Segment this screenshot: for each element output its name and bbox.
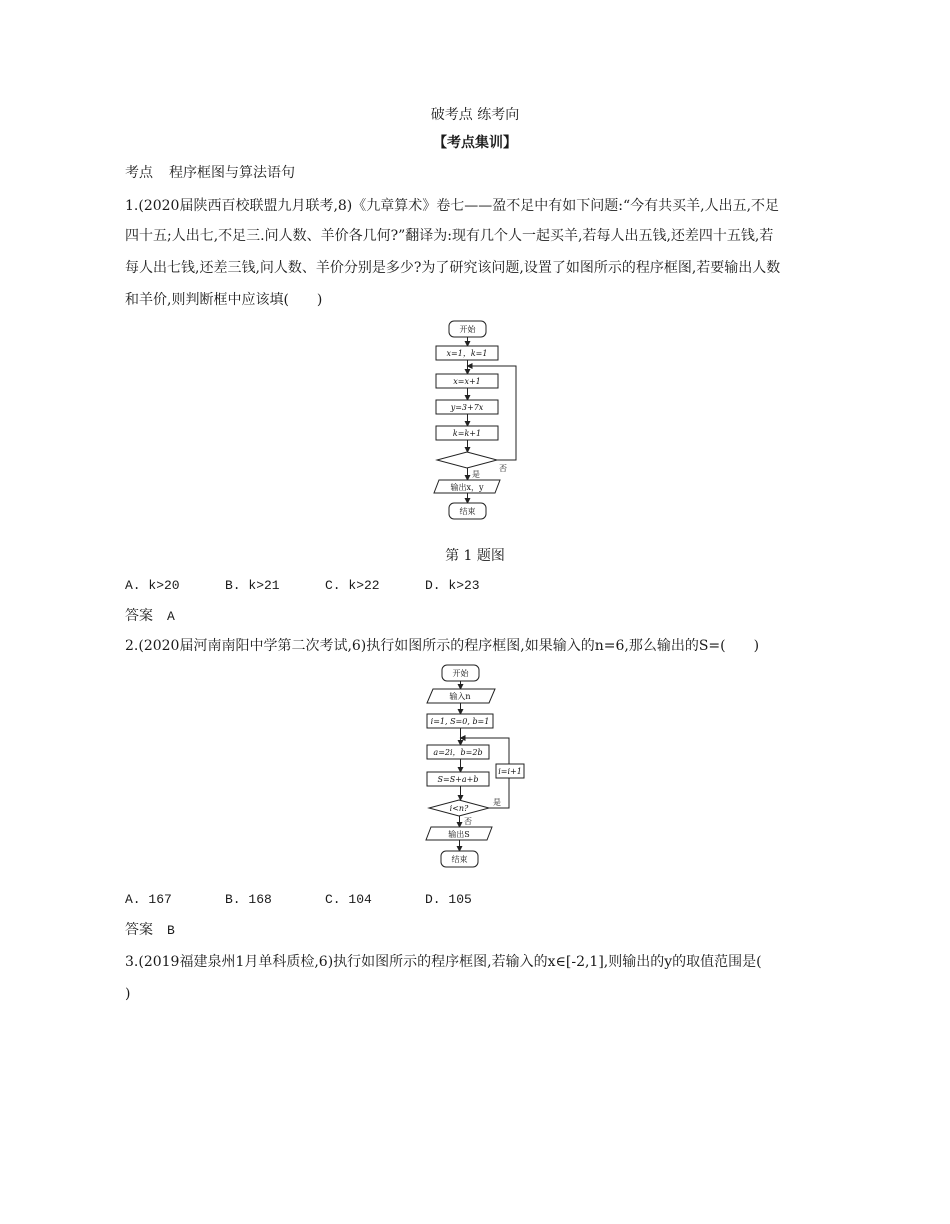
q1-option-b: B. k>21 (225, 578, 280, 593)
q1-answer (125, 606, 175, 627)
step2-label: S=S+a+b (437, 775, 479, 784)
init-label: x=1，k=1 (446, 349, 488, 358)
answer-label: 答案 (125, 608, 153, 624)
q2-option-a: A. 167 (125, 892, 172, 907)
answer-value: A (167, 609, 175, 624)
q3-text-line: 3.(2019福建泉州1月单科质检,6)执行如图所示的程序框图,若输入的x∈[-2,1],则输出的y的取值范围是( (125, 954, 762, 970)
q2-answer (125, 920, 175, 941)
q1-text-line: 1.(2020届陕西百校联盟九月联考,8)《九章算术》卷七——盈不足中有如下问题:“今有共买羊,人出五,不足 (125, 198, 780, 214)
step2-label: y=3+7x (450, 403, 484, 412)
q2-option-d: D. 105 (425, 892, 472, 907)
end-label: 结束 (459, 507, 476, 516)
step3-label: k=k+1 (452, 429, 482, 438)
no-label: 否 (499, 464, 507, 473)
q1-flowchart (420, 318, 540, 523)
q2-option-b: B. 168 (225, 892, 272, 907)
start-label: 开始 (459, 325, 476, 334)
q2-flowchart (420, 660, 535, 870)
inc-label: i=i+1 (498, 767, 522, 776)
topic-name: 程序框图与算法语句 (169, 165, 295, 181)
yes-label: 是 (493, 798, 501, 807)
q1-text-line: 和羊价,则判断框中应该填( ) (125, 292, 323, 308)
decision-diamond (437, 452, 497, 468)
q3-text-line: ) (125, 986, 131, 1002)
q1-option-d: D. k>23 (425, 578, 480, 593)
no-label: 否 (464, 817, 472, 826)
topic-line (125, 163, 295, 183)
topic-label: 考点 (125, 165, 153, 181)
q1-option-c: C. k>22 (325, 578, 380, 593)
end-label: 结束 (451, 855, 468, 864)
input-label: 输入n (449, 692, 471, 701)
q1-option-a: A. k>20 (125, 578, 180, 593)
q2-option-c: C. 104 (325, 892, 372, 907)
output-label: 输出x，y (450, 483, 484, 492)
answer-value: B (167, 923, 175, 938)
section-heading: 【考点集训】 (433, 135, 517, 151)
step1-label: a=2i，b=2b (433, 748, 483, 757)
q1-text-line: 每人出七钱,还差三钱,问人数、羊价分别是多少?为了研究该问题,设置了如图所示的程序框图,若要输出人数 (125, 260, 781, 276)
yes-label: 是 (472, 470, 480, 479)
q1-text-line: 四十五;人出七,不足三.问人数、羊价各几何?”翻译为:现有几个人一起买羊,若每人出五钱,还差四十五钱,若 (125, 228, 774, 244)
cond-label: i<n? (449, 804, 469, 813)
q2-text-line: 2.(2020届河南南阳中学第二次考试,6)执行如图所示的程序框图,如果输入的n=6,那么输出的S=( ) (125, 638, 760, 654)
output-label: 输出S (448, 830, 470, 839)
page-title: 破考点 练考向 (430, 107, 520, 123)
init-label: i=1, S=0, b=1 (430, 717, 490, 726)
start-label: 开始 (452, 669, 469, 678)
step1-label: x=x+1 (453, 377, 481, 386)
q1-figure-caption: 第 1 题图 (445, 548, 505, 564)
answer-label: 答案 (125, 922, 153, 938)
